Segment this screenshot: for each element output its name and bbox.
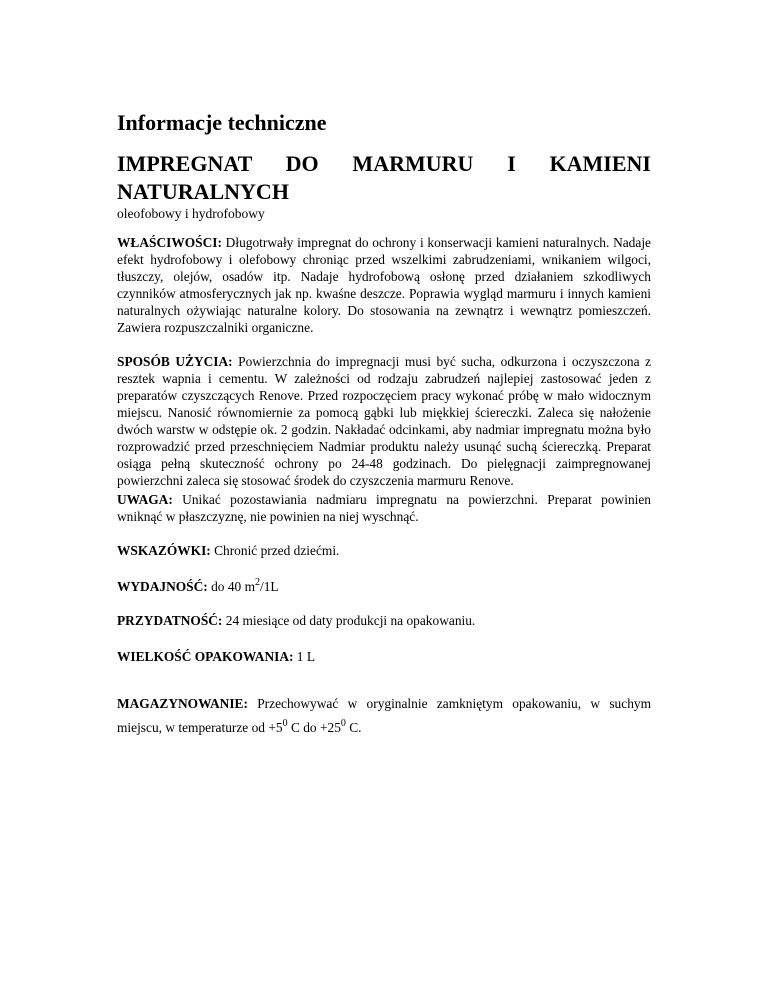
section-label: WIELKOŚĆ OPAKOWANIA: [117,649,294,664]
section-text: Przechowywać w oryginalnie zamkniętym opakowaniu, w suchym miejscu, w temperaturze od +5 [117,696,651,735]
section-text: C do +25 [287,720,341,735]
section-coverage [117,578,651,595]
section-text: Unikać pozostawiania nadmiaru impregnatu na powierzchni. Preparat powinien wniknąć w płaszczyznę, nie powinien na niej wyschnąć. [117,492,651,524]
section-label: SPOSÓB UŻYCIA: [117,354,233,369]
section-warning [117,491,651,525]
section-text: Powierzchnia do impregnacji musi być sucha, odkurzona i oczyszczona z resztek wapnia i cementu. W zależności od rodzaju zabrudzeń najlepiej zastosować jeden z preparatów czyszczących Renove. Przed rozpoczęciem pracy wykonać próbę w mało widocznym miejscu. Nanosić równomiernie za pomocą gąbki lub miękkiej ściereczki. Zaleca się nałożenie dwóch warstw w odstępie ok. 2 godzin. Nakładać odcinkami, aby nadmiar impregnatu można było rozprowadzić przed przeschnięciem Nadmiar produktu należy usunąć suchą ściereczką. Preparat osiąga pełną skuteczność ochrony po 24-48 godzinach. Do pielęgnacji zaimpregnowanej powierzchni zaleca się stosować środek do czyszczenia marmuru Renove. [117,354,652,488]
section-text: /1L [260,579,279,594]
section-text: do 40 m [207,579,256,594]
section-label: PRZYDATNOŚĆ: [117,613,223,628]
product-name: IMPREGNAT DO MARMURU I KAMIENI NATURALNYCH [117,151,651,204]
section-label: WŁAŚCIWOŚCI: [117,235,222,250]
section-text: 1 L [293,649,316,664]
superscript: 0 [340,718,346,729]
superscript: 0 [282,718,288,729]
section-text: 24 miesiące od daty produkcji na opakowaniu. [222,613,476,628]
section-storage [117,692,651,740]
section-text: C. [345,720,362,735]
product-subtitle: oleofobowy i hydrofobowy [117,206,265,221]
section-package-size [117,648,651,665]
section-properties [117,234,651,336]
document-title: Informacje techniczne [117,110,327,135]
section-label: WYDAJNOŚĆ: [117,579,208,594]
section-label: UWAGA: [117,492,173,507]
section-tips [117,542,651,559]
section-text: Chronić przed dziećmi. [210,543,340,558]
section-label: WSKAZÓWKI: [117,543,211,558]
superscript: 2 [255,577,261,588]
section-usage [117,353,651,489]
section-label: MAGAZYNOWANIE: [117,696,248,711]
section-text: Długotrwały impregnat do ochrony i konserwacji kamieni naturalnych. Nadaje efekt hydrofobowy i olefobowy chroniąc przed wszelkimi zabrudzeniami, wnikaniem wilgoci, tłuszczy, olejów, osadów itp. Nadaje hydrofobową osłonę przed działaniem szkodliwych czynników atmosferycznych jak np. kwaśne deszcze. Poprawia wygląd marmuru i innych kamieni naturalnych ożywiając naturalne kolory. Do stosowania na zewnątrz i wewnątrz pomieszczeń. Zawiera rozpuszczalniki organiczne. [117,235,651,335]
section-shelf-life [117,612,651,629]
